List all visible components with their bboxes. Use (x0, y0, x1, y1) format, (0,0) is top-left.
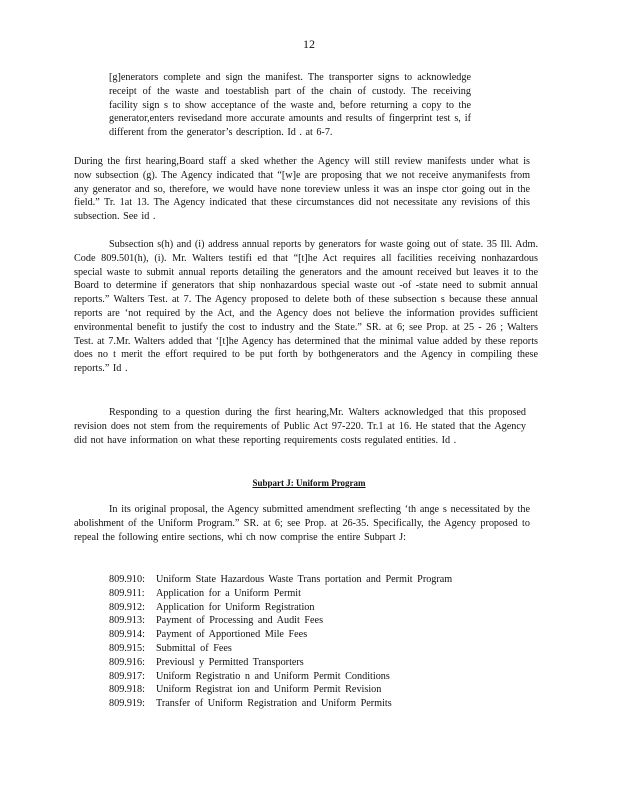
list-item (109, 601, 452, 615)
section-heading: Subpart J: Uniform Program (252, 478, 366, 488)
page-number: 12 (303, 37, 315, 51)
list-item (109, 573, 452, 587)
section-number: 809.916: (109, 656, 145, 668)
section-number: 809.912: (109, 601, 145, 613)
list-item (109, 697, 452, 711)
list-item (109, 670, 452, 684)
section-number: 809.917: (109, 670, 145, 682)
repealed-sections-list (109, 573, 452, 711)
section-number: 809.910: (109, 574, 145, 585)
section-number: 809.913: (109, 615, 145, 627)
list-item (109, 683, 452, 697)
section-number: 809.915: (109, 642, 145, 654)
section-number: 809.914: (109, 629, 145, 641)
list-item (109, 642, 452, 656)
paragraph-annual-reports: Subsection s(h) and (i) address annual reports by generators for waste going out of state. 35 Ill. Adm. Code 809.501(h), (i). Mr. Walters testifi ed that “[t]he Act requires all facilities receiving nonhazardous special waste to submit annual reports detailing the generators and the amount received but leaves it to the Board to determine if generators that ship nonhazardous special waste out -of -state need to submit annual reports.” Walters Test. at 7. The Agency proposed to delete both of these subsection s because these annual reports are ‘not required by the Act, and the Agency does not believe the information provides sufficient environmental benefit to justify the cost to industry and the State.” SR. at 6; see Prop. at 25 - 26 ; Walters Test. at 7.Mr. Walters added that ‘[t]he Agency has determined that the minimal value added by these reports does no t merit the effort required to be put forth by bothgenerators and the Agency in compiling these reports.” Id . (74, 239, 538, 375)
paragraph-hearing-response: Responding to a question during the first hearing,Mr. Walters acknowledged that this proposed revision does not stem from the requirements of Public Act 97-220. Tr.1 at 16. He stated that the Agency did not have information on what these reporting requirements costs regulated entities. Id . (74, 407, 526, 446)
section-title: Uniform Registratio n and Uniform Permit Conditions (156, 670, 390, 682)
block-quote: [g]enerators complete and sign the manifest. The transporter signs to acknowledge receipt of the waste and toestablish part of the chain of custody. The receiving facility sign s to show acceptance of the waste and, before returning a copy to the generator,enters revisedand more accurate amounts and results of fingerprint test s, if different from the generator’s description. Id . at 6-7. (109, 72, 471, 139)
list-item (109, 587, 452, 601)
paragraph-subpart-j: In its original proposal, the Agency submitted amendment sreflecting ‘th ange s necessitated by the abolishment of the Uniform Program.” SR. at 6; see Prop. at 26-35. Specifically, the Agency proposed to repeal the following entire sections, whi ch now comprise the entire Subpart J: (74, 504, 530, 543)
list-item (109, 614, 452, 628)
section-title: Previousl y Permitted Transporters (156, 656, 304, 668)
section-title: Application for a Uniform Permit (156, 587, 301, 599)
list-item (109, 628, 452, 642)
section-title: Transfer of Uniform Registration and Uniform Permits (156, 698, 392, 710)
section-number: 809.911: (109, 587, 145, 599)
list-item (109, 656, 452, 670)
section-title: Payment of Apportioned Mile Fees (156, 629, 308, 641)
section-title: Application for Uniform Registration (156, 601, 315, 613)
section-title: Uniform Registrat ion and Uniform Permit Revision (156, 684, 382, 696)
section-title: Submittal of Fees (156, 642, 232, 654)
paragraph-manifest-review: During the first hearing,Board staff a sked whether the Agency will still review manifests under what is now subsection (g). The Agency indicated that “[w]e are proposing that we not receive anymanifests from any generator and so, therefore, we would have none toreview unless it was an inspe ctor going out in the field.” Tr. 1at 13. The Agency indicated that these circumstances did not necessitate any revisions of this subsection. See id . (74, 156, 530, 223)
section-number: 809.918: (109, 684, 145, 696)
section-title: Payment of Processing and Audit Fees (156, 615, 324, 627)
section-title: Uniform State Hazardous Waste Trans portation and Permit Program (156, 574, 453, 585)
section-number: 809.919: (109, 698, 145, 710)
